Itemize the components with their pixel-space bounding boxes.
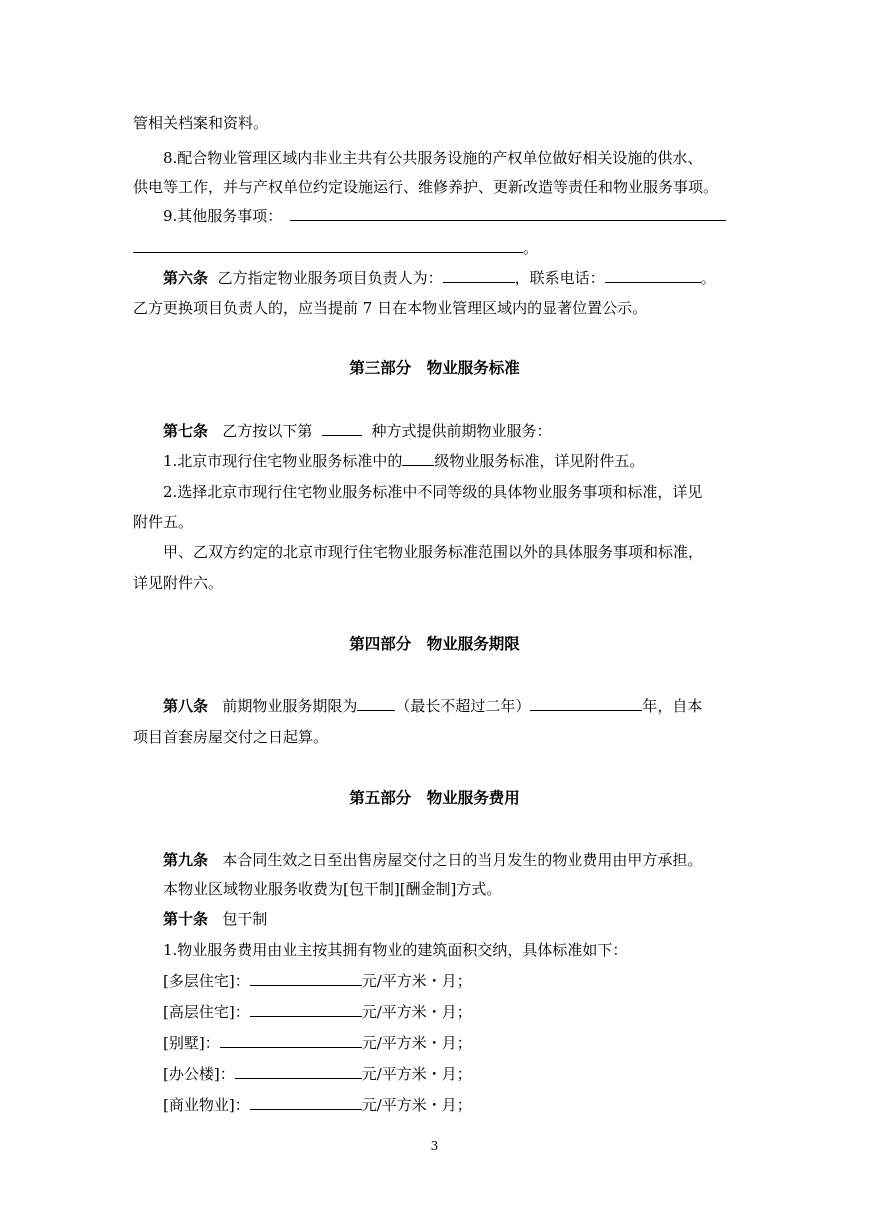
text-line bbox=[133, 113, 268, 133]
fee-label: [别墅]： bbox=[163, 1034, 220, 1052]
article-7 bbox=[163, 421, 551, 441]
text-line bbox=[163, 148, 702, 168]
text: 乙方按以下第 bbox=[222, 422, 313, 440]
article-10 bbox=[163, 909, 267, 929]
text: 本合同生效之日至出售房屋交付之日的当月发生的物业费用由甲方承担。 bbox=[222, 851, 703, 869]
fee-unit: 元/平方米・月； bbox=[361, 1065, 472, 1083]
text-line bbox=[163, 879, 501, 899]
blank-field bbox=[290, 206, 726, 221]
text: 详见附件六。 bbox=[133, 574, 224, 592]
text-line bbox=[163, 940, 627, 960]
blank-field bbox=[605, 268, 701, 283]
fee-row bbox=[163, 1002, 472, 1022]
fee-unit: 元/平方米・月； bbox=[361, 1003, 472, 1021]
section-heading: 第四部分 物业服务期限 bbox=[349, 634, 520, 653]
text: （最长不超过二年） bbox=[395, 697, 531, 715]
text: 1.北京市现行住宅物业服务标准中的 bbox=[163, 452, 403, 470]
text: 乙方指定物业服务项目负责人为： bbox=[217, 269, 443, 287]
blank-field bbox=[322, 421, 362, 436]
text: 。 bbox=[523, 239, 539, 257]
section-heading: 第五部分 物业服务费用 bbox=[349, 788, 520, 807]
text: 9.其他服务事项： bbox=[163, 207, 283, 225]
text: 乙方更换项目负责人的，应当提前 7 日在本物业管理区域内的显著位置公示。 bbox=[133, 299, 648, 317]
blank-field bbox=[357, 696, 395, 711]
blank-field bbox=[402, 451, 434, 466]
text: 8.配合物业管理区域内非业主共有公共服务设施的产权单位做好相关设施的供水、 bbox=[163, 149, 703, 167]
page-number: 3 bbox=[430, 1139, 439, 1153]
blank-field bbox=[133, 238, 523, 253]
text-line bbox=[133, 298, 647, 318]
text-line bbox=[133, 512, 193, 532]
text: 前期物业服务期限为 bbox=[222, 697, 358, 715]
fee-row bbox=[163, 1095, 472, 1115]
text: 供电等工作，并与产权单位约定设施运行、维修养护、更新改造等责任和物业服务事项。 bbox=[133, 178, 719, 196]
blank-field bbox=[220, 1033, 362, 1048]
text-line bbox=[133, 238, 538, 258]
article-6 bbox=[163, 268, 716, 288]
article-title: 第十条 bbox=[163, 910, 209, 928]
fee-row bbox=[163, 1064, 472, 1084]
text-line bbox=[163, 542, 703, 562]
fee-label: [高层住宅]： bbox=[163, 1003, 250, 1021]
fee-unit: 元/平方米・月； bbox=[361, 972, 472, 990]
blank-field bbox=[443, 268, 515, 283]
text: 种方式提供前期物业服务： bbox=[371, 422, 552, 440]
blank-field bbox=[250, 971, 362, 986]
text-line bbox=[163, 482, 702, 502]
text: 2.选择北京市现行住宅物业服务标准中不同等级的具体物业服务事项和标准，详见 bbox=[163, 483, 703, 501]
text-line bbox=[133, 573, 223, 593]
text: 本物业区域物业服务收费为[包干制][酬金制]方式。 bbox=[163, 880, 502, 898]
fee-label: [商业物业]： bbox=[163, 1096, 250, 1114]
section-heading: 第三部分 物业服务标准 bbox=[349, 358, 520, 377]
fee-label: [多层住宅]： bbox=[163, 972, 250, 990]
fee-unit: 元/平方米・月； bbox=[361, 1034, 472, 1052]
article-title: 第七条 bbox=[163, 422, 209, 440]
fee-row bbox=[163, 1033, 472, 1053]
blank-field bbox=[235, 1064, 362, 1079]
fee-row bbox=[163, 971, 472, 991]
text: 年，自本 bbox=[642, 697, 703, 715]
article-8 bbox=[163, 696, 702, 716]
text-line bbox=[163, 206, 726, 226]
fee-unit: 元/平方米・月； bbox=[361, 1096, 472, 1114]
text: 附件五。 bbox=[133, 513, 194, 531]
text: 1.物业服务费用由业主按其拥有物业的建筑面积交纳，具体标准如下： bbox=[163, 941, 628, 959]
blank-field bbox=[250, 1095, 362, 1110]
text: 管相关档案和资料。 bbox=[133, 114, 269, 132]
blank-field bbox=[250, 1002, 362, 1017]
blank-field bbox=[530, 696, 642, 711]
fee-label: [办公楼]： bbox=[163, 1065, 235, 1083]
text-line bbox=[133, 177, 718, 197]
article-title: 第六条 bbox=[163, 269, 209, 287]
article-9 bbox=[163, 850, 702, 870]
text: 。 bbox=[700, 269, 716, 287]
text: 项目首套房屋交付之日起算。 bbox=[133, 728, 329, 746]
article-title: 第八条 bbox=[163, 697, 209, 715]
text: 包干制 bbox=[222, 910, 268, 928]
text-line bbox=[163, 451, 644, 471]
text: 级物业服务标准，详见附件五。 bbox=[434, 452, 645, 470]
text: ，联系电话： bbox=[514, 269, 605, 287]
text: 甲、乙双方约定的北京市现行住宅物业服务标准范围以外的具体服务事项和标准， bbox=[163, 543, 704, 561]
text-line bbox=[133, 727, 328, 747]
article-title: 第九条 bbox=[163, 851, 209, 869]
